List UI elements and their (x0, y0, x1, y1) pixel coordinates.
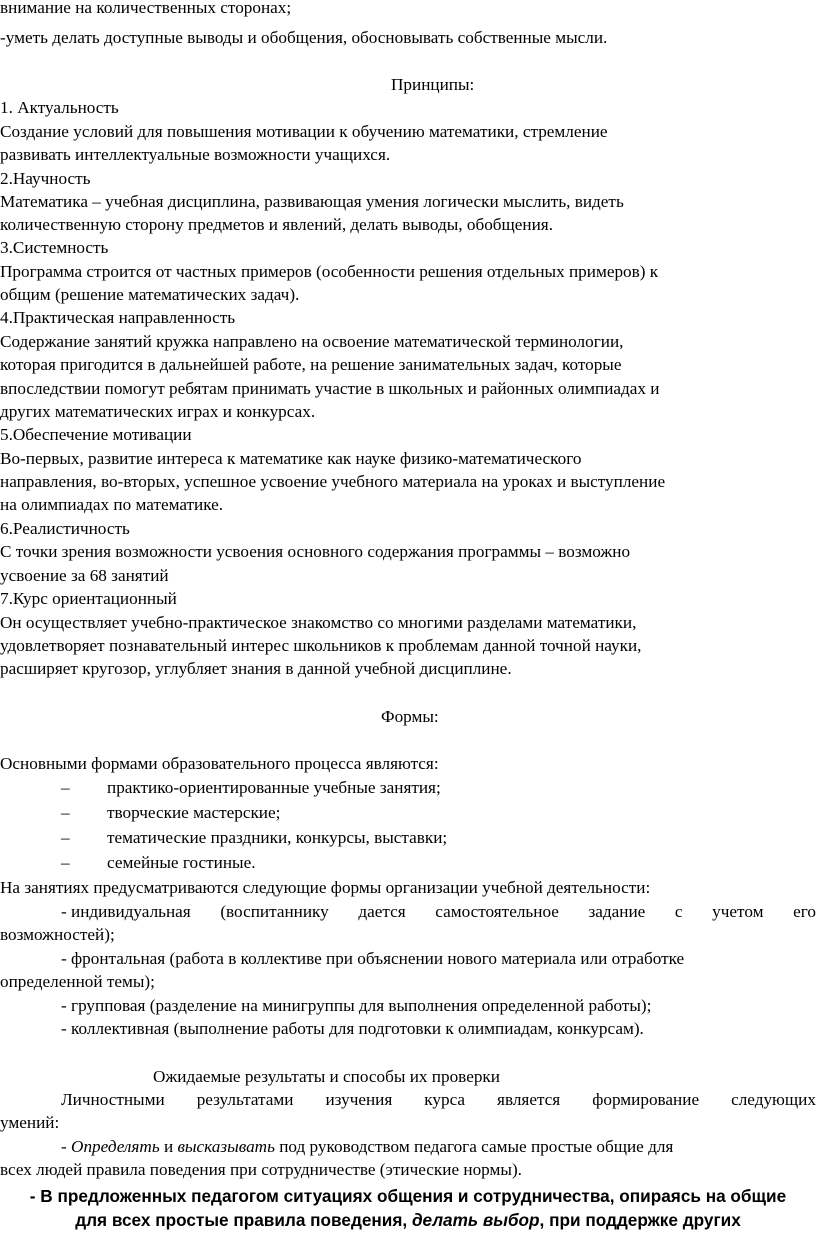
principle-2-line: количественную сторону предметов и явлений, делать выводы, обобщения. (0, 215, 553, 234)
principle-7-line: удовлетворяет познавательный интерес школьников к проблемам данной точной науки, (0, 636, 642, 655)
bold-result-line-1: - В предложенных педагогом ситуациях общения и сотрудничества, опираясь на общие (29, 1186, 787, 1206)
principle-5-heading: 5.Обеспечение мотивации (0, 425, 192, 444)
principle-3-line: Программа строится от частных примеров (особенности решения отдельных примеров) к (0, 262, 659, 281)
justified-word: (воспитаннику (220, 902, 329, 921)
principle-2-line: Математика – учебная дисциплина, развивающая умения логически мыслить, видеть (0, 192, 624, 211)
justified-word: его (793, 902, 816, 921)
italic-define: Определять (71, 1137, 160, 1156)
principle-4-line: впоследствии помогут ребятам принимать участие в школьных и районных олимпиадах и (0, 379, 660, 398)
justified-word: учетом (712, 902, 764, 921)
justified-word: с (674, 902, 683, 921)
forms-title: Формы: (381, 707, 439, 726)
principle-7-line: Он осуществляет учебно-практическое знакомство со многими разделами математики, (0, 613, 637, 632)
justified-word: Личностными (61, 1090, 165, 1109)
justified-word: формирование (592, 1090, 700, 1109)
justified-word: является (497, 1090, 561, 1109)
principle-4-line: которая пригодится в дальнейшей работе, на решение занимательных задач, которые (0, 355, 622, 374)
result-item-1-cont: всех людей правила поведения при сотрудничестве (этические нормы). (0, 1160, 522, 1179)
justified-word: - индивидуальная (61, 902, 191, 921)
justified-word: задание (588, 902, 646, 921)
result-item-1 (61, 1135, 673, 1159)
org-form-collective: - коллективная (выполнение работы для подготовки к олимпиадам, конкурсам). (61, 1019, 644, 1038)
principle-4-line: других математических играх и конкурсах. (0, 402, 316, 421)
bold-line-2-start: для всех простые правила поведения, (75, 1210, 412, 1230)
bold-line-2-end: , при поддержке других (539, 1210, 741, 1230)
result-item-1-rest: под руководством педагога самые простые общие для (274, 1137, 674, 1156)
principle-7-heading: 7.Курс ориентационный (0, 589, 177, 608)
principle-4-line: Содержание занятий кружка направлено на освоение математической терминологии, (0, 332, 624, 351)
principle-2-heading: 2.Научность (0, 169, 91, 188)
italic-make-choice: делать выбор (411, 1210, 540, 1230)
result-item-1-mid: и (159, 1137, 178, 1156)
list-item: семейные гостиные. (107, 853, 256, 872)
dash-bullet: – (61, 803, 70, 822)
dash-bullet: – (61, 828, 70, 847)
principle-3-line: общим (решение математических задач). (0, 285, 300, 304)
principle-6-line: С точки зрения возможности усвоения основного содержания программы – возможно (0, 542, 631, 561)
intro-line-1: внимание на количественных сторонах; (0, 0, 292, 17)
result-item-1-prefix: - (61, 1137, 72, 1156)
justified-word: курса (424, 1090, 466, 1109)
principle-5-line: на олимпиадах по математике. (0, 495, 224, 514)
principle-3-heading: 3.Системность (0, 238, 109, 257)
principle-5-line: направления, во-вторых, успешное усвоение учебного материала на уроках и выступление (0, 472, 666, 491)
justified-word: изучения (325, 1090, 393, 1109)
org-form-group: - групповая (разделение на минигруппы для выполнения определенной работы); (61, 996, 652, 1015)
personal-results-cont: умений: (0, 1113, 60, 1132)
principle-7-line: расширяет кругозор, углубляет знания в данной учебной дисциплине. (0, 659, 512, 678)
justified-word: следующих (731, 1090, 816, 1109)
bold-result-line-2 (0, 1208, 816, 1232)
principle-5-line: Во-первых, развитие интереса к математике как науке физико-математического (0, 449, 582, 468)
principles-title: Принципы: (391, 75, 475, 94)
justified-word: дается (358, 902, 406, 921)
forms-lead: Основными формами образовательного процесса являются: (0, 754, 439, 773)
principle-1-heading: 1. Актуальность (0, 98, 119, 117)
results-title: Ожидаемые результаты и способы их проверки (153, 1067, 500, 1086)
personal-results-line (0, 1088, 816, 1112)
principle-4-heading: 4.Практическая направленность (0, 308, 236, 327)
justified-word: результатами (196, 1090, 294, 1109)
list-item: творческие мастерские; (107, 803, 281, 822)
list-item: практико-ориентированные учебные занятия; (107, 778, 441, 797)
dash-bullet: – (61, 853, 70, 872)
dash-bullet: – (61, 778, 70, 797)
org-form-frontal: - фронтальная (работа в коллективе при объяснении нового материала или отработке (61, 949, 685, 968)
org-form-individual-cont: возможностей); (0, 925, 115, 944)
principle-1-line: Создание условий для повышения мотивации к обучению математики, стремление (0, 122, 608, 141)
principle-6-heading: 6.Реалистичность (0, 519, 130, 538)
org-form-frontal-cont: определенной темы); (0, 972, 155, 991)
italic-express: высказывать (177, 1137, 275, 1156)
org-forms-lead: На занятиях предусматриваются следующие формы организации учебной деятельности: (0, 878, 651, 897)
justified-word: самостоятельное (435, 902, 559, 921)
principle-1-line: развивать интеллектуальные возможности учащихся. (0, 145, 391, 164)
org-form-individual (0, 900, 816, 924)
intro-line-2: -уметь делать доступные выводы и обобщения, обосновывать собственные мысли. (0, 28, 608, 47)
principle-6-line: усвоение за 68 занятий (0, 566, 169, 585)
list-item: тематические праздники, конкурсы, выставки; (107, 828, 448, 847)
